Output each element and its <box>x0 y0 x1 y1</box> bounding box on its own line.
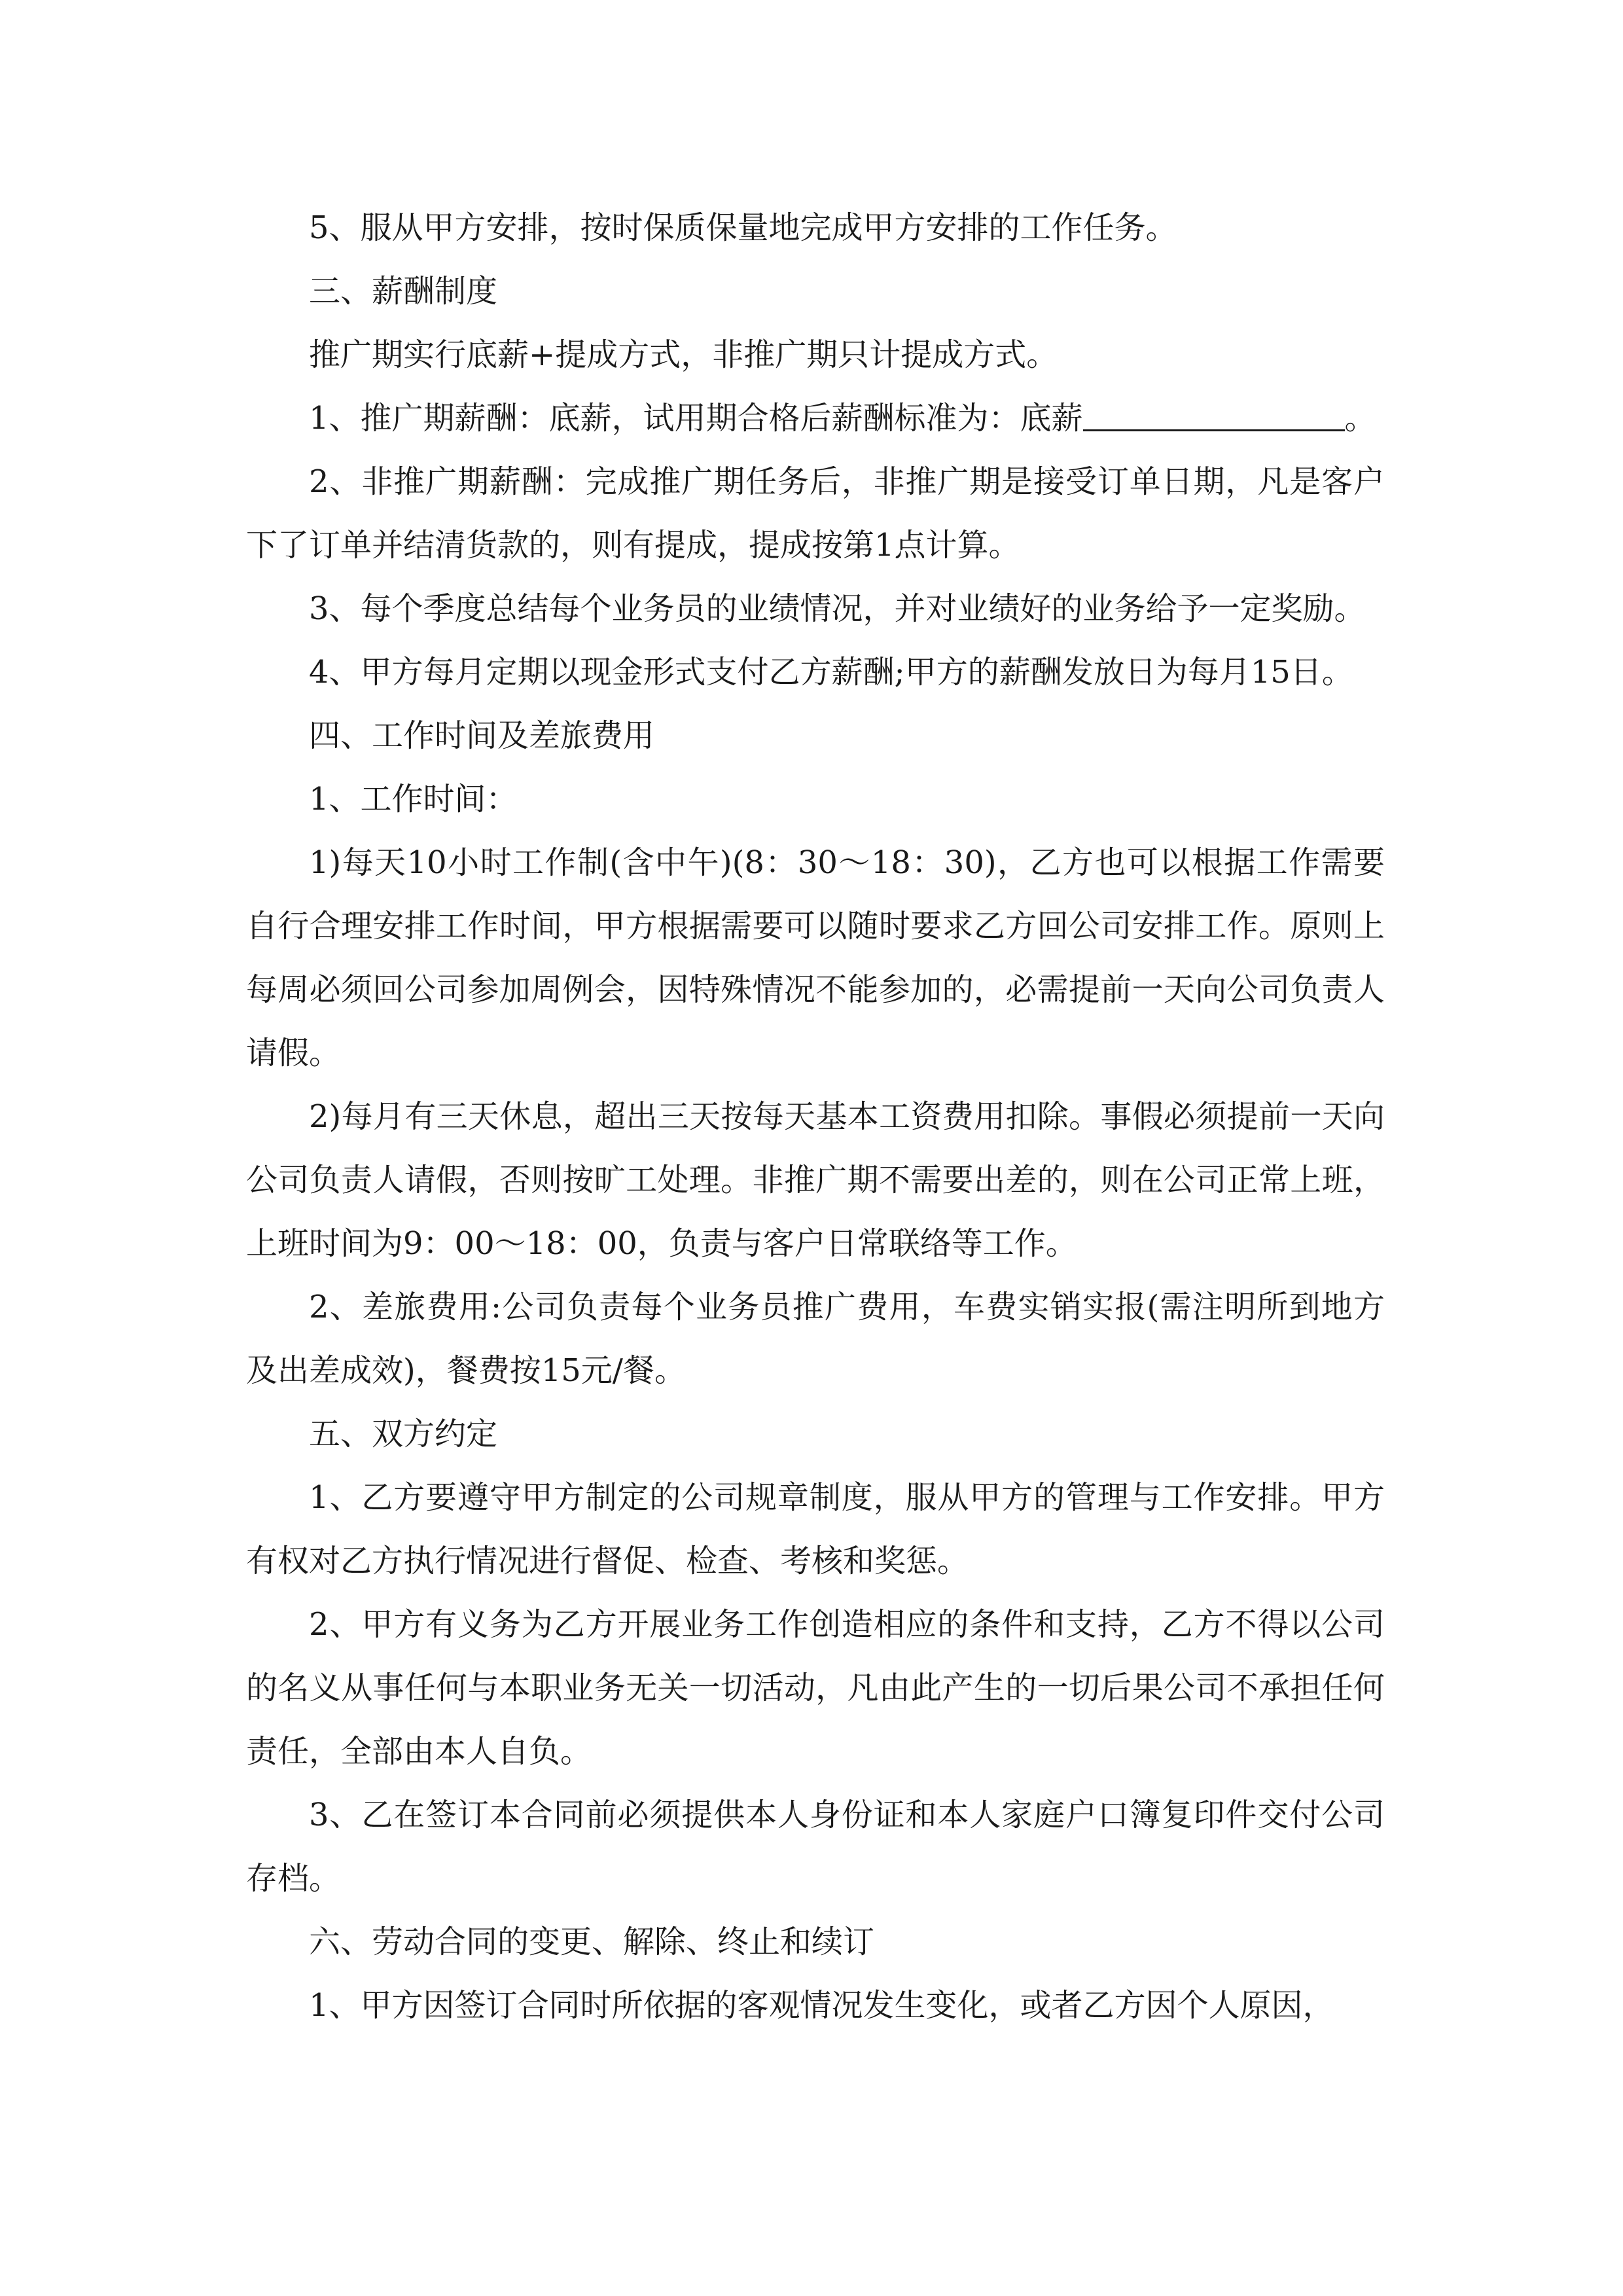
section-heading-contract-change: 六、劳动合同的变更、解除、终止和续订 <box>309 1924 875 1960</box>
paragraph-salary-2: 2、非推广期薪酬：完成推广期任务后，非推广期是接受订单日期，凡是客户下了订单并结清货款的，则有提成，提成按第1点计算。 <box>246 463 1385 564</box>
paragraph-work-time-1: 1、工作时间： <box>309 781 518 817</box>
salary-1-text: 1、推广期薪酬：底薪，试用期合格后薪酬标准为：底薪 <box>309 400 1083 437</box>
section-heading-agreement: 五、双方约定 <box>309 1416 498 1452</box>
salary-1-end: 。 <box>1344 400 1376 437</box>
document-body <box>246 196 1385 2037</box>
paragraph-duty-5: 5、服从甲方安排，按时保质保量地完成甲方安排的工作任务。 <box>309 209 1177 246</box>
base-salary-blank-field <box>1083 395 1345 431</box>
paragraph-salary-1 <box>246 387 1385 450</box>
paragraph-salary-4: 4、甲方每月定期以现金形式支付乙方薪酬;甲方的薪酬发放日为每月15日。 <box>309 654 1353 691</box>
paragraph-contract-change-1: 1、甲方因签订合同时所依据的客观情况发生变化，或者乙方因个人原因， <box>309 1987 1334 2024</box>
paragraph-work-time-1-2: 2)每月有三天休息，超出三天按每天基本工资费用扣除。事假必须提前一天向公司负责人请假，否则按旷工处理。非推广期不需要出差的，则在公司正常上班，上班时间为9：00～18：00，负责与客户日常联络等工作。 <box>246 1098 1385 1262</box>
paragraph-salary-intro: 推广期实行底薪+提成方式，非推广期只计提成方式。 <box>309 336 1058 373</box>
paragraph-work-time-1-1: 1)每天10小时工作制(含中午)(8：30～18：30)，乙方也可以根据工作需要自行合理安排工作时间，甲方根据需要可以随时要求乙方回公司安排工作。原则上每周必须回公司参加周例会，因特殊情况不能参加的，必需提前一天向公司负责人请假。 <box>246 844 1385 1071</box>
paragraph-agreement-3: 3、乙在签订本合同前必须提供本人身份证和本人家庭户口簿复印件交付公司存档。 <box>246 1797 1385 1897</box>
paragraph-travel-expenses: 2、差旅费用:公司负责每个业务员推广费用，车费实销实报(需注明所到地方及出差成效)，餐费按15元/餐。 <box>246 1289 1385 1389</box>
paragraph-agreement-2: 2、甲方有义务为乙方开展业务工作创造相应的条件和支持，乙方不得以公司的名义从事任何与本职业务无关一切活动，凡由此产生的一切后果公司不承担任何责任，全部由本人自负。 <box>246 1606 1385 1770</box>
paragraph-salary-3: 3、每个季度总结每个业务员的业绩情况，并对业绩好的业务给予一定奖励。 <box>309 590 1366 627</box>
section-heading-work-time: 四、工作时间及差旅费用 <box>309 717 655 754</box>
paragraph-agreement-1: 1、乙方要遵守甲方制定的公司规章制度，服从甲方的管理与工作安排。甲方有权对乙方执行情况进行督促、检查、考核和奖惩。 <box>246 1479 1385 1579</box>
section-heading-salary: 三、薪酬制度 <box>309 273 498 310</box>
